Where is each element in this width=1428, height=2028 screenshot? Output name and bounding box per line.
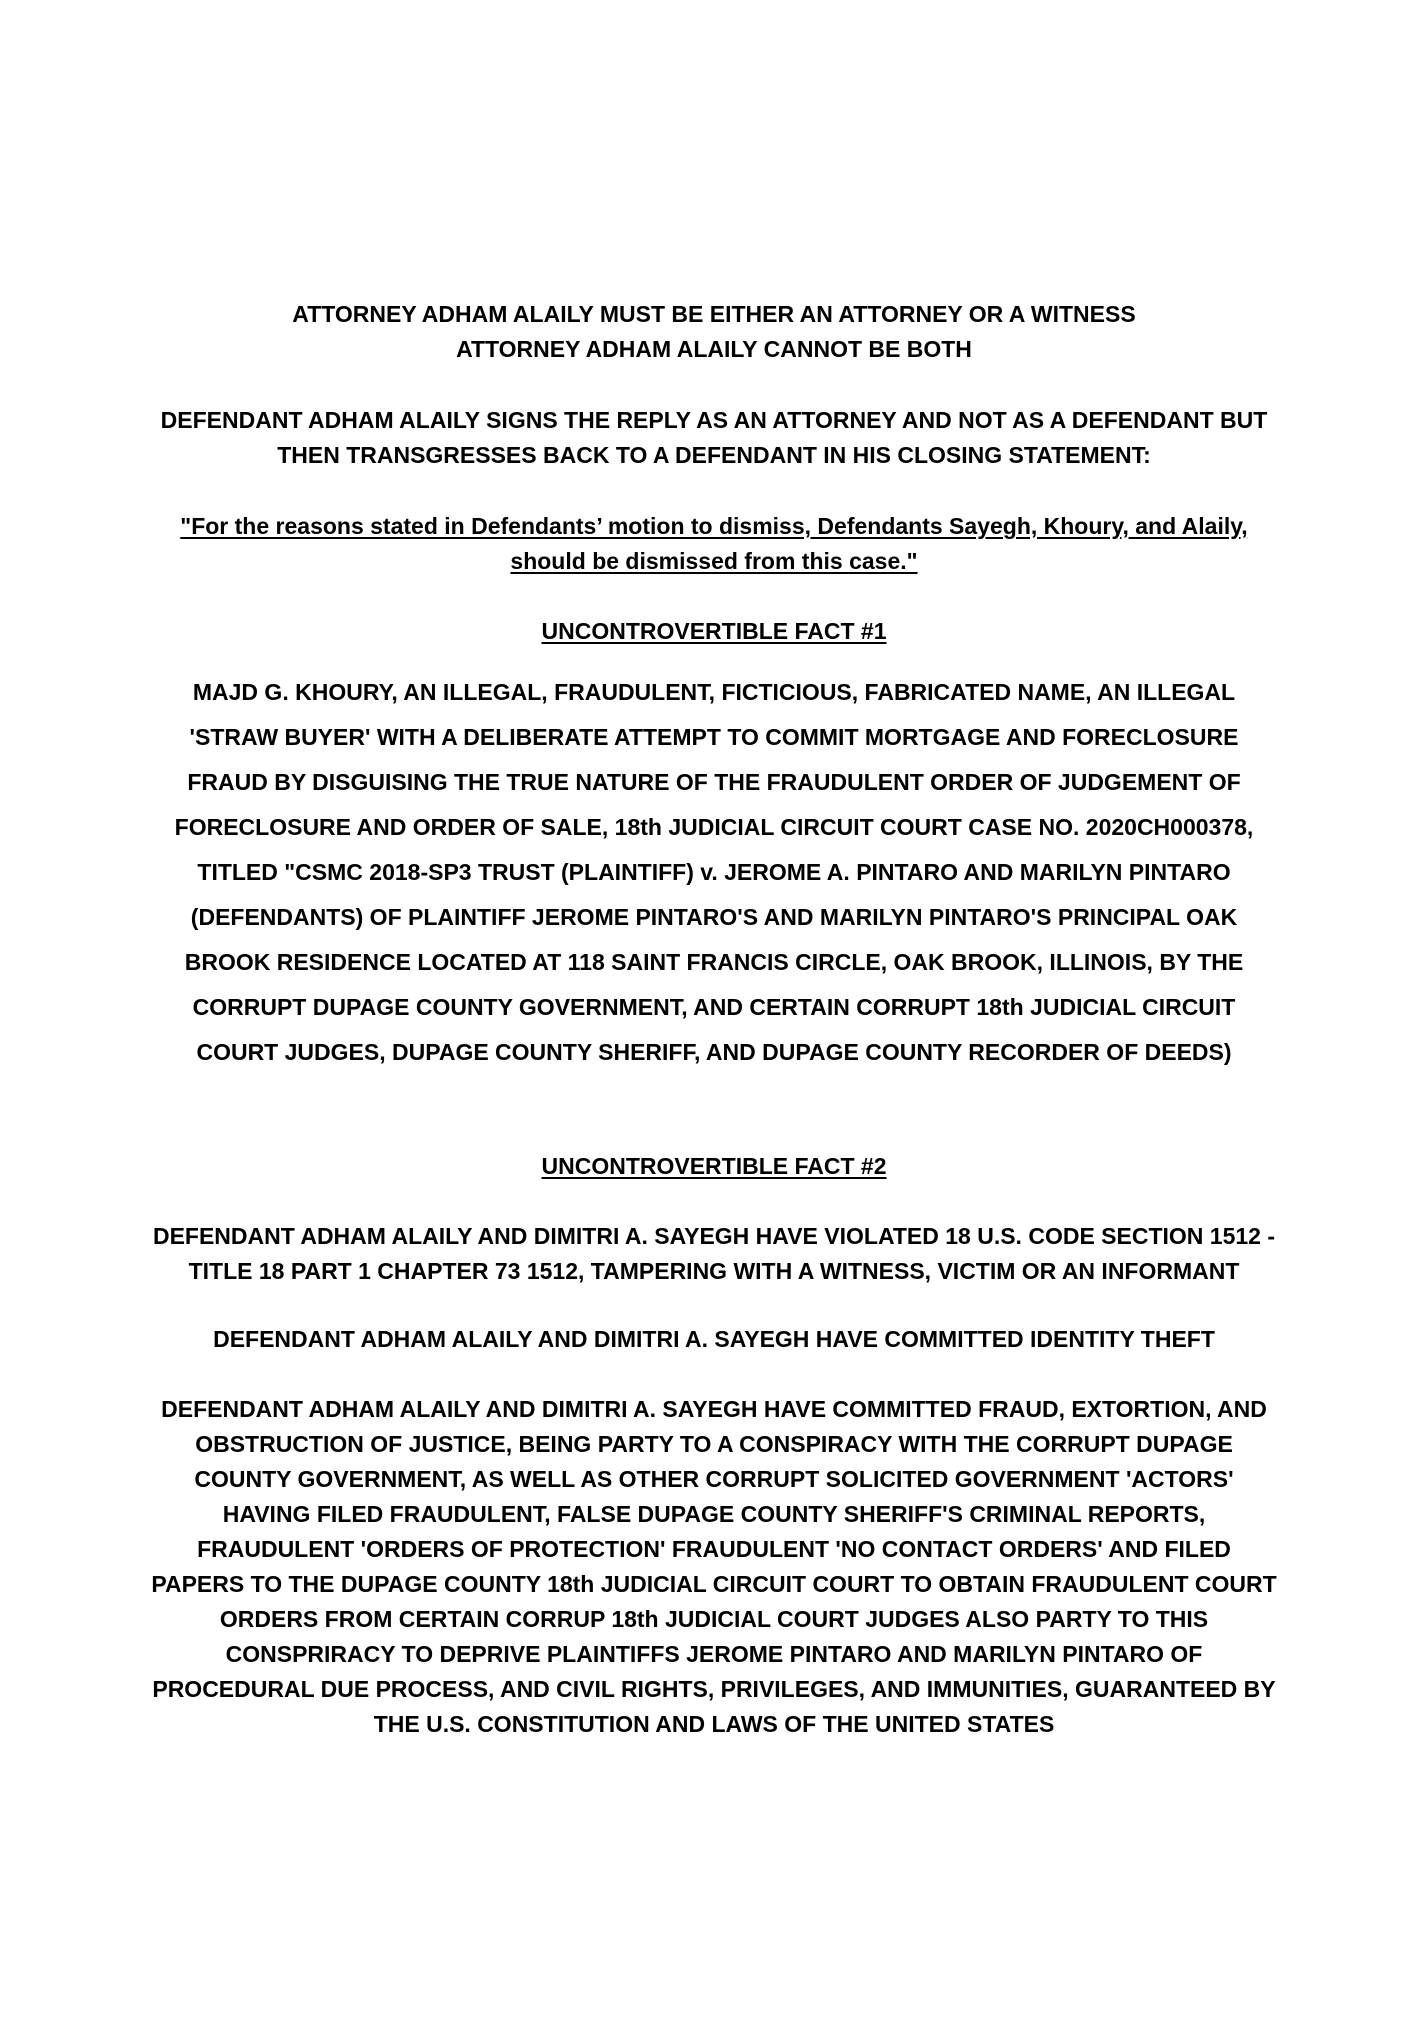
- fact2-line: DEFENDANT ADHAM ALAILY AND DIMITRI A. SAYEGH HAVE VIOLATED 18 U.S. CODE SECTION 1512 -: [152, 1223, 1276, 1249]
- quote-line: "For the reasons stated in Defendants’ motion to dismiss, Defendants Sayegh, Khoury, and Alaily,: [180, 513, 1248, 539]
- fact2-line: DEFENDANT ADHAM ALAILY AND DIMITRI A. SAYEGH HAVE COMMITTED FRAUD, EXTORTION, AND: [161, 1396, 1267, 1422]
- fact1-line: COURT JUDGES, DUPAGE COUNTY SHERIFF, AND DUPAGE COUNTY RECORDER OF DEEDS): [196, 1039, 1232, 1065]
- fact1-paragraph: [40, 670, 1388, 1075]
- fact2-line: THE U.S. CONSTITUTION AND LAWS OF THE UNITED STATES: [373, 1711, 1055, 1737]
- heading-line: ATTORNEY ADHAM ALAILY CANNOT BE BOTH: [456, 336, 972, 362]
- fact1-line: CORRUPT DUPAGE COUNTY GOVERNMENT, AND CERTAIN CORRUPT 18th JUDICIAL CIRCUIT: [192, 994, 1236, 1020]
- fact1-line: (DEFENDANTS) OF PLAINTIFF JEROME PINTARO'S AND MARILYN PINTARO'S PRINCIPAL OAK: [190, 904, 1238, 930]
- fact2-paragraph-2: [40, 1322, 1388, 1357]
- fact1-title-text: UNCONTROVERTIBLE FACT #1: [541, 618, 887, 644]
- fact2-line: HAVING FILED FRAUDULENT, FALSE DUPAGE COUNTY SHERIFF'S CRIMINAL REPORTS,: [222, 1501, 1206, 1527]
- fact2-paragraph-1: [40, 1219, 1388, 1289]
- fact2-title-text: UNCONTROVERTIBLE FACT #2: [541, 1153, 887, 1179]
- fact1-line: FRAUD BY DISGUISING THE TRUE NATURE OF THE FRAUDULENT ORDER OF JUDGEMENT OF: [187, 769, 1241, 795]
- fact1-title: [60, 614, 1368, 649]
- fact2-line: PAPERS TO THE DUPAGE COUNTY 18th JUDICIAL CIRCUIT COURT TO OBTAIN FRAUDULENT COURT: [151, 1571, 1277, 1597]
- fact2-line: COUNTY GOVERNMENT, AS WELL AS OTHER CORRUPT SOLICITED GOVERNMENT 'ACTORS': [194, 1466, 1234, 1492]
- fact2-title: [60, 1149, 1368, 1184]
- fact2-line: DEFENDANT ADHAM ALAILY AND DIMITRI A. SAYEGH HAVE COMMITTED IDENTITY THEFT: [213, 1326, 1215, 1352]
- intro-paragraph: [40, 403, 1388, 473]
- fact2-line: ORDERS FROM CERTAIN CORRUP 18th JUDICIAL COURT JUDGES ALSO PARTY TO THIS: [219, 1606, 1209, 1632]
- fact2-line: TITLE 18 PART 1 CHAPTER 73 1512, TAMPERING WITH A WITNESS, VICTIM OR AN INFORMANT: [188, 1258, 1240, 1284]
- fact2-paragraph-3: [40, 1392, 1388, 1742]
- fact1-line: BROOK RESIDENCE LOCATED AT 118 SAINT FRANCIS CIRCLE, OAK BROOK, ILLINOIS, BY THE: [184, 949, 1244, 975]
- fact2-line: FRAUDULENT 'ORDERS OF PROTECTION' FRAUDULENT 'NO CONTACT ORDERS' AND FILED: [197, 1536, 1231, 1562]
- fact1-line: TITLED "CSMC 2018-SP3 TRUST (PLAINTIFF) v. JEROME A. PINTARO AND MARILYN PINTARO: [197, 859, 1231, 885]
- heading: [60, 297, 1368, 367]
- fact1-line: 'STRAW BUYER' WITH A DELIBERATE ATTEMPT TO COMMIT MORTGAGE AND FORECLOSURE: [189, 724, 1239, 750]
- intro-line: THEN TRANSGRESSES BACK TO A DEFENDANT IN HIS CLOSING STATEMENT:: [277, 442, 1151, 468]
- fact2-line: CONSPRIRACY TO DEPRIVE PLAINTIFFS JEROME PINTARO AND MARILYN PINTARO OF: [225, 1641, 1203, 1667]
- heading-line: ATTORNEY ADHAM ALAILY MUST BE EITHER AN ATTORNEY OR A WITNESS: [292, 301, 1136, 327]
- fact2-line: PROCEDURAL DUE PROCESS, AND CIVIL RIGHTS, PRIVILEGES, AND IMMUNITIES, GUARANTEED BY: [152, 1676, 1276, 1702]
- fact1-line: MAJD G. KHOURY, AN ILLEGAL, FRAUDULENT, FICTICIOUS, FABRICATED NAME, AN ILLEGAL: [192, 679, 1236, 705]
- intro-line: DEFENDANT ADHAM ALAILY SIGNS THE REPLY AS AN ATTORNEY AND NOT AS A DEFENDANT BUT: [160, 407, 1268, 433]
- quote-line: should be dismissed from this case.": [510, 548, 918, 574]
- fact2-line: OBSTRUCTION OF JUSTICE, BEING PARTY TO A CONSPIRACY WITH THE CORRUPT DUPAGE: [195, 1431, 1233, 1457]
- fact1-line: FORECLOSURE AND ORDER OF SALE, 18th JUDICIAL CIRCUIT COURT CASE NO. 2020CH000378,: [174, 814, 1254, 840]
- quote-paragraph: [40, 509, 1388, 579]
